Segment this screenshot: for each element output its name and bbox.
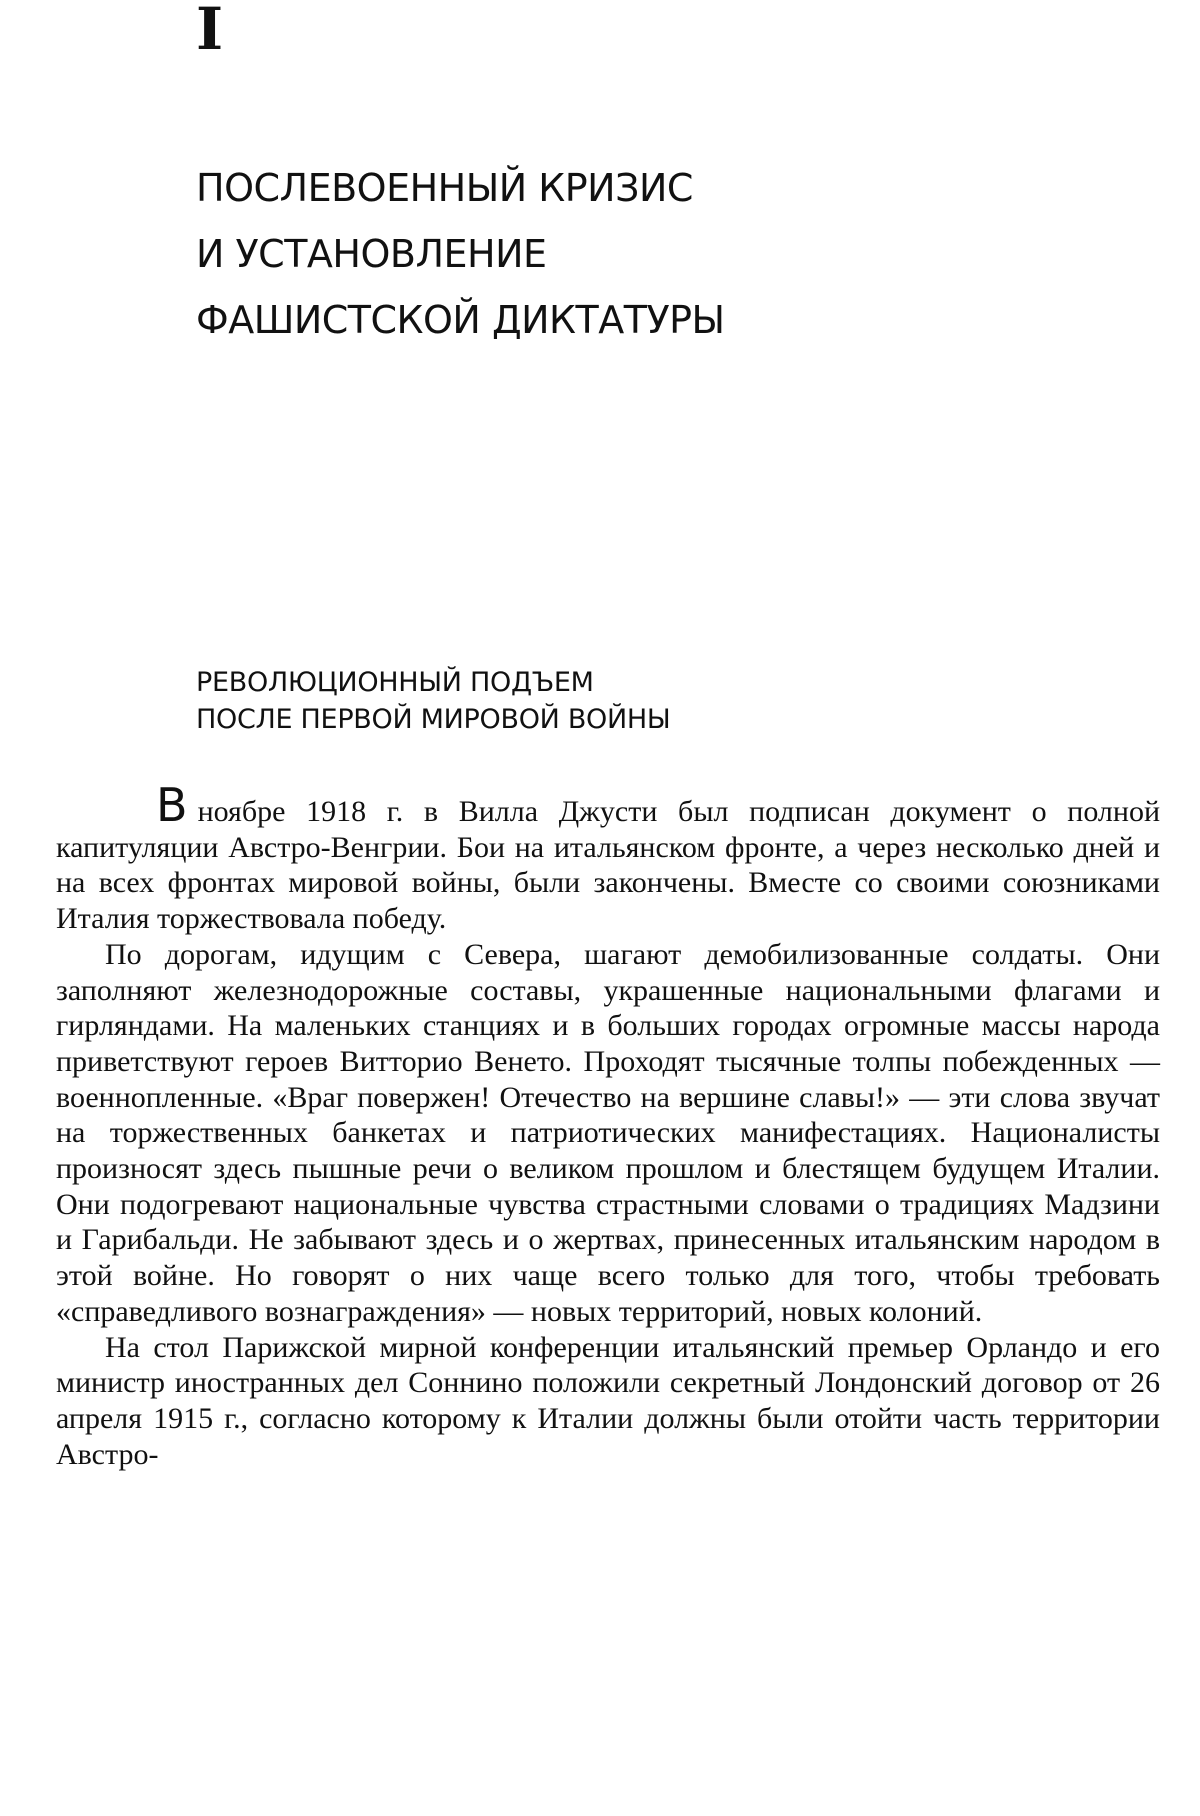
paragraph: По дорогам, идущим с Севера, шагают демобилизованные солдаты. Они заполняют железнодорожные составы, украшенные национальными флагами и гирляндами. На маленьких станциях и в больших городах огромные массы народа приветствуют героев Витторио Венето. Проходят тысячные толпы побежденных — военнопленные. «Враг повержен! Отечество на вершине славы!» — эти слова звучат на торжественных банкетах и патриотических манифестациях. Националисты произносят здесь пышные речи о великом прошлом и блестящем будущем Италии. Они подогревают национальные чувства страстными словами о традициях Мадзини и Гарибальди. Не забывают здесь и о жертвах, принесенных итальянским народом в этой войне. Но говорят о них чаще всего только для того, чтобы требовать «справедливого вознаграждения» — новых территорий, новых колоний. [56,937,1160,1328]
section-title-line: ПОСЛЕ ПЕРВОЙ МИРОВОЙ ВОЙНЫ [196,704,671,735]
section-title-line: РЕВОЛЮЦИОННЫЙ ПОДЪЕМ [196,667,594,698]
paragraph: На стол Парижской мирной конференции итальянский премьер Орландо и его министр иностранных дел Соннино положили секретный Лондонский договор от 26 апреля 1915 г., согласно которому к Италии должны были отойти часть территории Австро- [56,1330,1160,1471]
paragraph [56,778,1160,937]
chapter-title-line: ПОСЛЕВОЕННЫЙ КРИЗИС [196,166,693,210]
drop-cap: В [156,778,188,832]
paragraph-text: ноябре 1918 г. в Вилла Джусти был подписан документ о полной капитуляции Австро-Венгрии. Бои на итальянском фронте, а через несколько дней и на всех фронтах мировой войны, были закончены. Вместе со своими союзниками Италия торжествовала победу. [56,795,1160,936]
section-title [196,664,670,738]
chapter-title-line: И УСТАНОВЛЕНИЕ [196,232,547,276]
chapter-title [196,155,725,353]
chapter-title-line: ФАШИСТСКОЙ ДИКТАТУРЫ [196,298,725,342]
body-text [56,778,1160,1472]
chapter-number: I [196,0,224,63]
